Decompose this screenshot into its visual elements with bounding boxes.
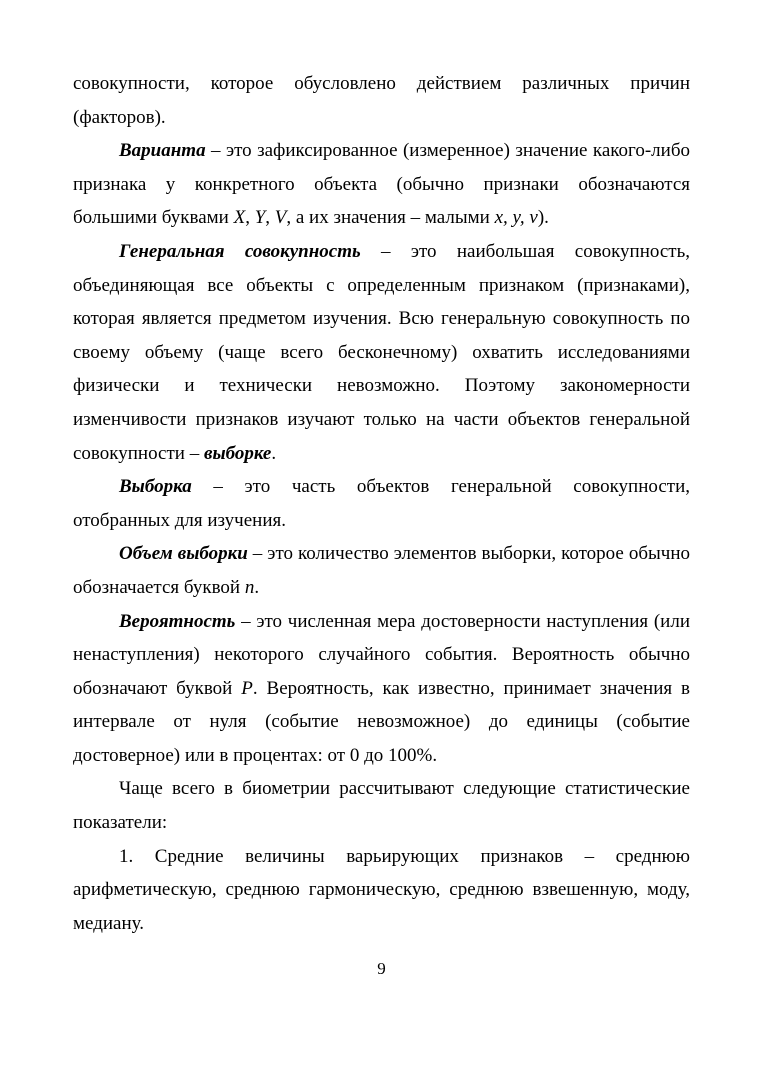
term-sample-inline: выборке: [203, 442, 272, 464]
term-general-population: Генеральная совокупность: [119, 240, 361, 262]
paragraph-text: ,: [245, 207, 255, 229]
paragraph-text: – это зафиксированное (измеренное) значение какого-либо признака у конкретного объекта (обычно признаки обозначаются большими буквами: [73, 140, 690, 229]
paragraph-text: – это наибольшая совокупность, объединяющая все объекты с определенным признаком (признаками), которая является предметом изучения. Всю генеральную совокупность по своему объему (чаще всего бесконечному) охватить исследованиями физически и технически невозможно. Поэтому закономерности изменчивости признаков изучают только на части объектов генеральной совокупности –: [73, 240, 690, 464]
term-variant: Варианта: [119, 140, 206, 162]
paragraph-statistics-intro: [73, 772, 690, 839]
paragraph-text: – это часть объектов генеральной совокупности, отобранных для изучения.: [73, 476, 690, 531]
symbol-x: X: [233, 207, 246, 229]
paragraph-text: – это количество элементов выборки, которое обычно обозначается буквой: [73, 543, 690, 598]
paragraph-probability-definition: [73, 605, 690, 773]
symbols-lowercase: x, y, v: [494, 207, 538, 229]
paragraph-general-population-definition: [73, 235, 690, 470]
paragraph-text: , а их значения – малыми: [286, 207, 495, 229]
term-sample-size: Объем выборки: [119, 543, 248, 565]
paragraph-text: – это численная мера достоверности наступления (или ненаступления) некоторого случайного события. Вероятность обычно обозначают буквой: [73, 610, 690, 699]
paragraph-text: ).: [537, 207, 549, 229]
paragraph-text: .: [271, 442, 277, 464]
paragraph-text: .: [254, 576, 260, 598]
document-page: [73, 67, 690, 940]
term-sample: Выборка: [119, 476, 192, 498]
paragraph-sample-definition: [73, 470, 690, 537]
paragraph-continuation: [73, 67, 690, 134]
paragraph-sample-size-definition: [73, 537, 690, 604]
paragraph-text: ,: [265, 207, 275, 229]
list-item-averages: [73, 840, 690, 941]
symbol-n: n: [244, 576, 255, 598]
paragraph-text: совокупности, которое обусловлено действием различных причин (факторов).: [73, 73, 690, 128]
paragraph-variant-definition: [73, 134, 690, 235]
term-probability: Вероятность: [119, 610, 236, 632]
paragraph-text: . Вероятность, как известно, принимает значения в интервале от нуля (событие невозможное) до единицы (событие достоверное) или в процентах: от 0 до 100%.: [73, 677, 690, 766]
paragraph-text: 1. Средние величины варьирующих признаков – среднюю арифметическую, среднюю гармоническую, среднюю взвешенную, моду, медиану.: [73, 845, 690, 934]
symbol-p: P: [241, 677, 253, 699]
paragraph-text: Чаще всего в биометрии рассчитывают следующие статистические показатели:: [73, 778, 690, 834]
symbol-y: Y: [254, 207, 266, 229]
symbol-v: V: [274, 207, 287, 229]
page-number: 9: [377, 959, 386, 978]
